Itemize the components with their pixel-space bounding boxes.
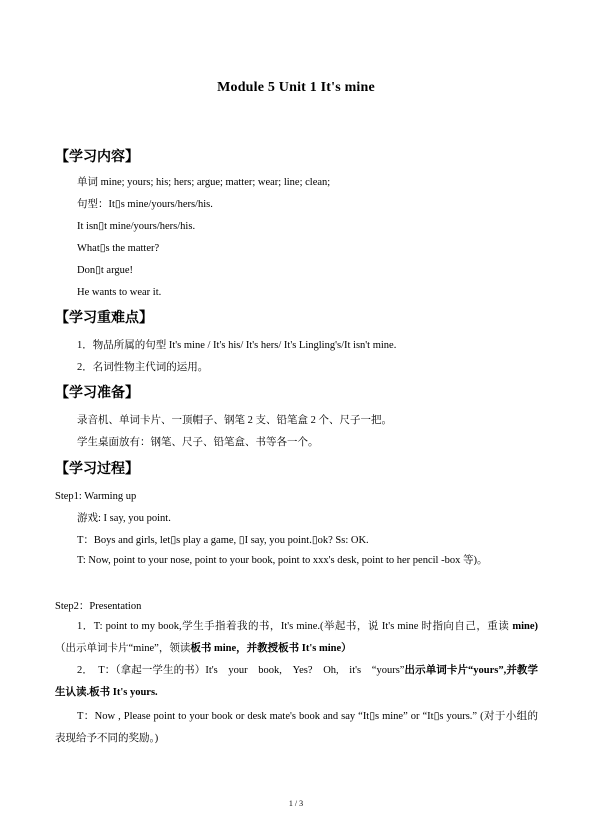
p2-text: 2． T：（拿起一学生的书）It's your book, Yes? Oh, it's “yours” (77, 665, 405, 676)
p1-bold-mine: mine) (512, 621, 538, 632)
p1-card-text: （出示单词卡片“mine”，领读 (55, 643, 191, 654)
section-heading-difficulties: 【学习重难点】 (55, 311, 153, 326)
presentation-paragraph-3: T：Now , Please point to your book or desk mate's book and say “It▯s mine” or “It▯s yours.” (对于小组的表现给予不同的奖励。) (55, 711, 538, 744)
p1-text: 1．T: point to my book,学生手指着我的书，It's mine.(举起书，说 It's mine 时指向自己，重读 (77, 621, 513, 632)
preparation-line: 学生桌面放有：钢笔、尺子、铅笔盒、书等各一个。 (77, 437, 319, 448)
difficulty-line: 1．物品所属的句型 It's mine / It's his/ It's hers/ It's Lingling's/It isn't mine. (77, 340, 397, 351)
section-heading-process: 【学习过程】 (55, 462, 139, 477)
game-line: 游戏: I say, you point. (77, 513, 171, 524)
content-line: Don▯t argue! (77, 265, 134, 276)
content-line: What▯s the matter? (77, 243, 160, 254)
presentation-paragraph-1 (55, 616, 538, 660)
content-line: 句型：It▯s mine/yours/hers/his. (77, 199, 213, 210)
difficulty-line: 2．名词性物主代词的运用。 (77, 362, 209, 373)
teacher-paragraph: T: Now, point to your nose, point to your book, point to xxx's desk, point to her pencil -box 等)。 (77, 555, 488, 566)
p1-bold-board: 板书 mine，并教授板书 It's mine） (190, 643, 352, 654)
page-title: Module 5 Unit 1 It's mine (217, 80, 375, 95)
section-heading-content: 【学习内容】 (55, 150, 139, 165)
section-heading-preparation: 【学习准备】 (55, 386, 139, 401)
preparation-line: 录音机、单词卡片、一顶帽子、钢笔 2 支、铅笔盒 2 个、尺子一把。 (77, 415, 392, 426)
content-line: He wants to wear it. (77, 287, 162, 298)
teacher-line: T：Boys and girls, let▯s play a game, ▯I say, you point.▯ok? Ss: OK. (77, 535, 369, 546)
content-line: 单词 mine; yours; his; hers; argue; matter; wear; line; clean; (77, 177, 331, 188)
p2-bold-text: 出示单词卡片“yours”,并教学生认读.板书 It's yours. (55, 665, 538, 698)
content-line: It isn▯t mine/yours/hers/his. (77, 221, 196, 232)
step2-heading: Step2：Presentation (55, 601, 142, 612)
step1-heading: Step1: Warming up (55, 491, 137, 502)
page-number: 1 / 3 (288, 799, 304, 808)
presentation-paragraph-2 (55, 660, 538, 704)
